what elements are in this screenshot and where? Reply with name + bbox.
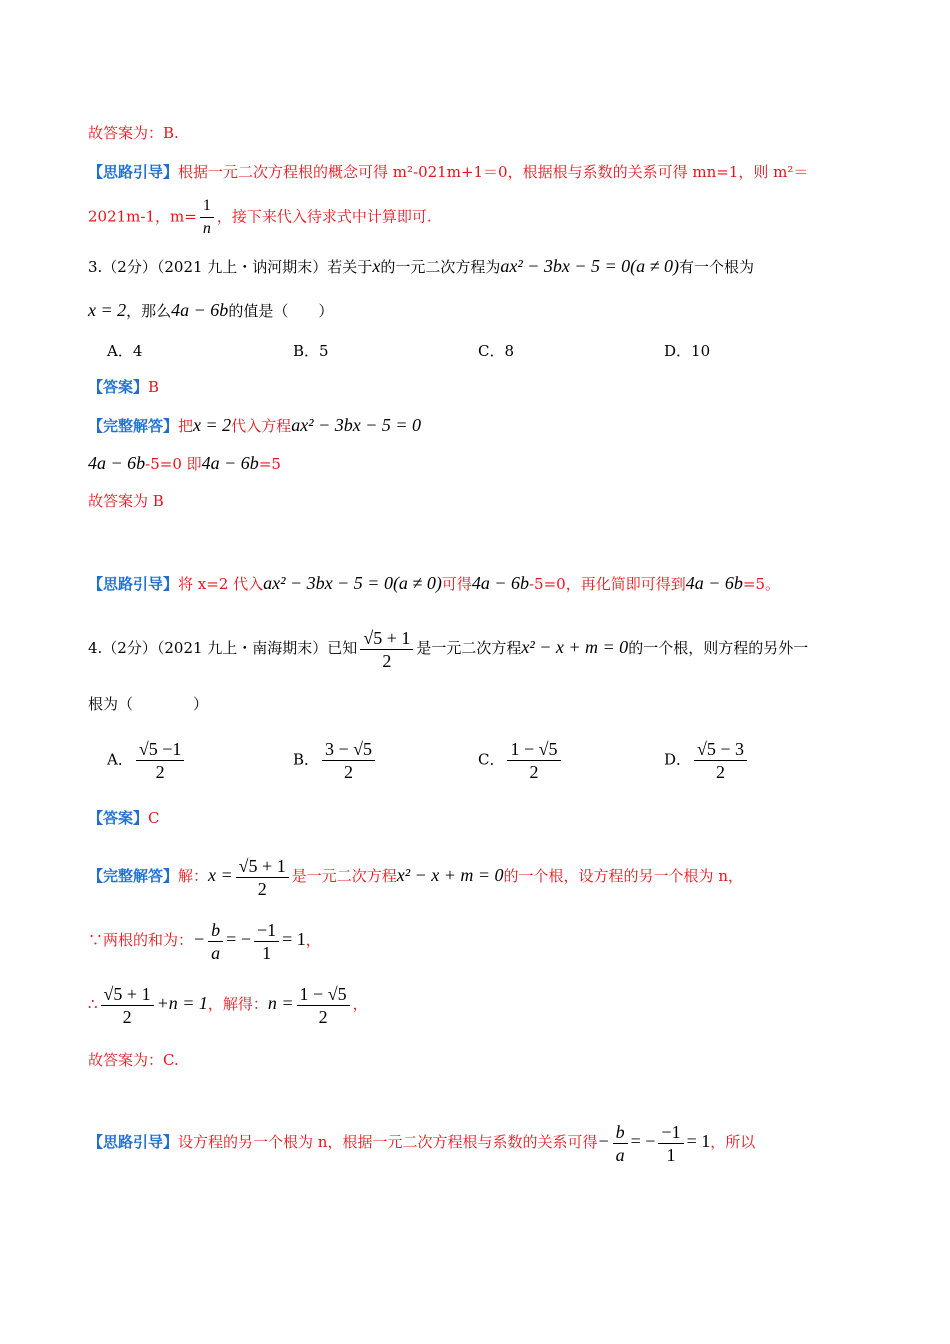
- q4-sol-equation: x² − x + m = 0: [396, 865, 504, 885]
- q3-answer-line: [88, 377, 159, 397]
- q3-guide-text-3: -5=0，再化简即可得到: [528, 575, 686, 593]
- q3-var-x: x: [372, 256, 381, 276]
- q4-option-d: D． $\frac{√5 - 3}{2}$: [664, 738, 750, 783]
- q4-answer-line: [88, 808, 160, 828]
- q4-solution-line-2: ∵两根的和为：− $\frac{b}{a}$ = − $\frac{-1}{1}$ = 1，: [88, 919, 321, 963]
- q3-option-b: B．5: [293, 342, 329, 360]
- q3-stem-text-4: ，那么: [126, 302, 172, 320]
- q4-stem-text-3: 的一个根，则方程的另外一: [628, 639, 809, 657]
- q3-guide-text-2: 可得: [441, 575, 472, 593]
- q3-guide-line: [88, 573, 780, 594]
- q3-stem-text-3: 有一个根为: [679, 258, 755, 276]
- q4-sol-text-1a: 解：: [178, 867, 209, 885]
- q3-guide-text-1: 将 x=2 代入: [178, 575, 264, 593]
- q2-answer-line: 故答案为：B.: [88, 124, 179, 142]
- q3-solution-line-2: [88, 453, 281, 474]
- q4-solution-line-3: [88, 980, 368, 1028]
- q4-solution-line-1: [88, 852, 743, 900]
- q3-stem-line-2: [88, 300, 333, 321]
- q4-sol-lhs: x =: [208, 865, 233, 885]
- q4-sol-lhs-n: n =: [267, 993, 294, 1013]
- q4-equation: x² − x + m = 0: [521, 637, 629, 657]
- q4-sol-mid: +n = 1: [156, 993, 208, 1013]
- q4-guide-text-1: 设方程的另一个根为 n，根据一元二次方程根与系数的关系可得: [178, 1133, 598, 1151]
- q3-guide-text-4: =5。: [742, 575, 780, 593]
- q4-sol-text-1b: 是一元二次方程: [291, 867, 397, 885]
- q3-answer-tag: 【答案】: [88, 378, 149, 396]
- q3-option-c: C．8: [478, 342, 515, 360]
- q4-guide-tag: 【思路引导】: [88, 1133, 179, 1151]
- q2-guide-fraction: $\frac{1}{n}$: [200, 195, 214, 240]
- q4-solution-tag: 【完整解答】: [88, 867, 179, 885]
- q3-sol-math-1: x = 2: [193, 415, 232, 435]
- q3-option-d: D．10: [664, 342, 711, 360]
- q3-guide-expr-2: 4a − 6b: [685, 573, 743, 593]
- q4-stem-line-1: [88, 624, 808, 672]
- q3-sol-text-1b: 代入方程: [231, 417, 292, 435]
- q4-sol-text-2b: ，: [305, 931, 321, 949]
- q4-sol-fraction-3: $\frac{1 - √5}{2}$: [297, 983, 350, 1028]
- q3-equation: ax² − 3bx − 5 = 0(a ≠ 0): [500, 256, 680, 276]
- q3-stem-text-1: 3.（2分）（2021 九上・讷河期末）若关于: [88, 258, 373, 276]
- q3-solution-line-3: 故答案为 B: [88, 492, 164, 510]
- q4-sol-text-3c: ，: [352, 995, 368, 1013]
- q4-option-b: B． $\frac{3 - √5}{2}$: [293, 738, 378, 783]
- q3-answer-value: B: [148, 378, 160, 396]
- q4-sol-text-3a: ∴: [88, 995, 98, 1013]
- q3-sol-equation: ax² − 3bx − 5 = 0: [291, 415, 422, 435]
- q3-sol-text-2a: -5=0 即: [145, 455, 202, 473]
- q4-answer-tag: 【答案】: [88, 809, 149, 827]
- q3-option-a: A．4: [107, 342, 143, 360]
- q4-guide-line: 【思路引导】设方程的另一个根为 n，根据一元二次方程根与系数的关系可得− $\frac{b}{a}$ = − $\frac{-1}{1}$ = 1，所以: [88, 1121, 756, 1165]
- q3-guide-tag: 【思路引导】: [88, 575, 179, 593]
- q3-sol-expr-1: 4a − 6b: [88, 453, 146, 473]
- q4-sol-text-2a: ∵两根的和为：: [88, 931, 194, 949]
- q2-guide-text-2b: ，接下来代入待求式中计算即可.: [216, 207, 432, 226]
- q4-root-fraction: $\frac{√5 + 1}{2}$: [360, 627, 413, 672]
- q2-guide-text-1: 根据一元二次方程根的概念可得 m²-021m+1＝0，根据根与系数的关系可得 mn=1，则 m²＝: [178, 163, 809, 181]
- q3-sol-expr-2: 4a − 6b: [201, 453, 259, 473]
- q3-guide-equation: ax² − 3bx − 5 = 0(a ≠ 0): [263, 573, 442, 593]
- q3-root-math: x = 2: [88, 300, 127, 320]
- q3-sol-text-2b: =5: [258, 455, 281, 473]
- q3-solution-line-1: [88, 415, 421, 436]
- q4-stem-line-2: 根为（ ）: [88, 695, 209, 713]
- q3-guide-expr-1: 4a − 6b: [471, 573, 529, 593]
- q4-solution-line-4: 故答案为：C.: [88, 1051, 179, 1069]
- q2-guide-line-2: [88, 195, 432, 240]
- q4-sol-fraction-1: $\frac{√5 + 1}{2}$: [236, 855, 289, 900]
- q3-sol-text-1a: 把: [178, 417, 194, 435]
- q3-solution-tag: 【完整解答】: [88, 417, 179, 435]
- q4-answer-value: C: [148, 809, 160, 827]
- q4-option-c: C． $\frac{1 - √5}{2}$: [478, 738, 564, 783]
- q2-guide-text-2a: 2021m-1，m=: [88, 207, 197, 226]
- q4-option-a: A． $\frac{√5 -1}{2}$: [107, 738, 187, 783]
- q2-guide-tag: 【思路引导】: [88, 163, 179, 181]
- q2-guide-line-1: [88, 162, 808, 182]
- q4-guide-text-2: ，所以: [710, 1133, 756, 1151]
- q3-stem-text-2: 的一元二次方程为: [380, 258, 501, 276]
- q3-expr: 4a − 6b: [171, 300, 229, 320]
- q4-sol-fraction-2: $\frac{√5 + 1}{2}$: [101, 983, 154, 1028]
- q3-stem-line-1: [88, 256, 754, 277]
- q4-stem-text-2: 是一元二次方程: [416, 639, 522, 657]
- q4-stem-text-1: 4.（2分）（2021 九上・南海期末）已知: [88, 639, 358, 657]
- q4-sol-text-1c: 的一个根，设方程的另一个根为 n，: [503, 867, 743, 885]
- q4-sol-text-3b: ，解得：: [207, 995, 268, 1013]
- q3-stem-text-5: 的值是（ ）: [228, 302, 334, 320]
